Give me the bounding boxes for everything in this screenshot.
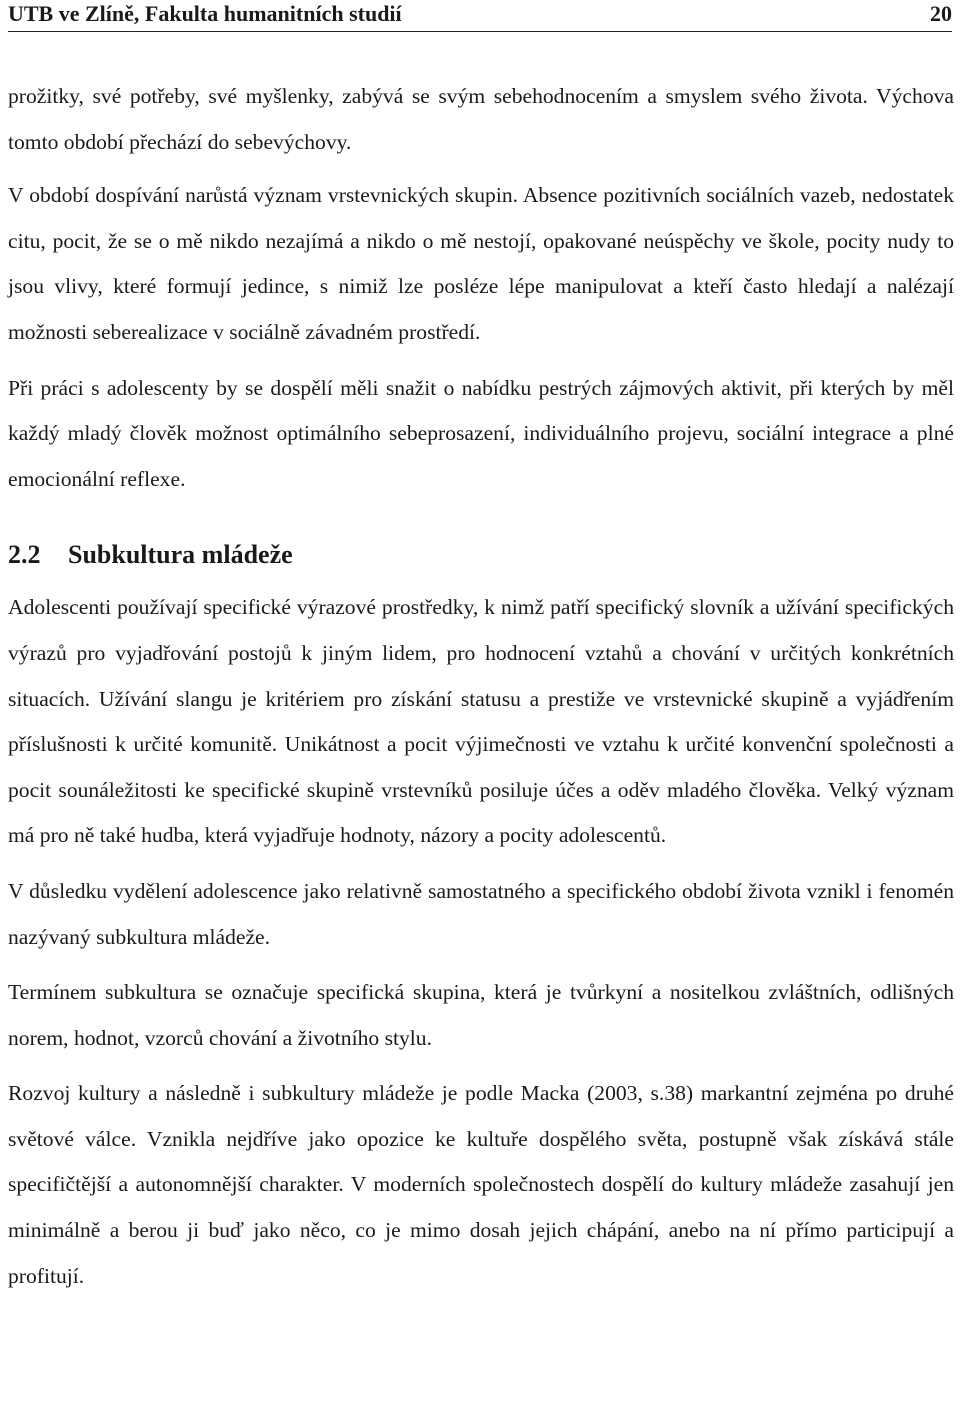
paragraph: V důsledku vydělení adolescence jako relativně samostatného a specifického období života vznikl i fenomén nazývaný subkultura mládeže. bbox=[8, 878, 954, 949]
paragraph: Při práci s adolescenty by se dospělí měli snažit o nabídku pestrých zájmových aktivit, při kterých by měl každý mladý člověk možnost optimálního sebeprosazení, individuálního projevu, sociální integrace a plné emocionální reflexe. bbox=[8, 375, 954, 491]
paragraph: Rozvoj kultury a následně i subkultury mládeže je podle Macka (2003, s.38) markantní zejména po druhé světové válce. Vznikla nejdříve jako opozice ke kultuře dospělého světa, postupně však získává stále specifičtější a autonomnější charakter. V moderních společnostech dospělí do kultury mládeže zasahují jen minimálně a berou ji buď jako něco, co je mimo dosah jejich chápání, anebo na ní přímo participují a profitují. bbox=[8, 1081, 954, 1288]
paragraph: V období dospívání narůstá význam vrstevnických skupin. Absence pozitivních sociálních vazeb, nedostatek citu, pocit, že se o mě nikdo nezajímá a nikdo o mě nestojí, opakované neúspěchy ve škole, pocity nudy to jsou vlivy, které formují jedince, s nimiž lze posléze lépe manipulovat a kteří často hledají a nalézají možnosti seberealizace v sociálně závadném prostředí. bbox=[8, 183, 954, 344]
header-title: UTB ve Zlíně, Fakulta humanitních studií bbox=[8, 1, 402, 26]
section-title: Subkultura mládeže bbox=[68, 540, 293, 570]
page-header bbox=[8, 0, 952, 32]
section-number: 2.2 bbox=[8, 540, 41, 570]
page-number: 20 bbox=[930, 1, 952, 26]
section-heading bbox=[8, 532, 954, 578]
page-body bbox=[8, 74, 954, 1299]
paragraph: prožitky, své potřeby, své myšlenky, zabývá se svým sebehodnocením a smyslem svého života. Výchova tomto období přechází do sebevýchovy. bbox=[8, 84, 954, 154]
paragraph: Termínem subkultura se označuje specifická skupina, která je tvůrkyní a nositelkou zvláštních, odlišných norem, hodnot, vzorců chování a životního stylu. bbox=[8, 980, 954, 1050]
paragraph: Adolescenti používají specifické výrazové prostředky, k nimž patří specifický slovník a užívání specifických výrazů pro vyjadřování postojů k jiným lidem, pro hodnocení vztahů a chování v určitých konkrétních situacích. Užívání slangu je kritériem pro získání statusu a prestiže ve vrstevnické skupině a vyjádřením příslušnosti k určité komunitě. Unikátnost a pocit výjimečnosti ve vztahu k určité konvenční společnosti a pocit sounáležitosti ke specifické skupině vrstevníků posiluje účes a oděv mladého člověka. Velký význam má pro ně také hudba, která vyjadřuje hodnoty, názory a pocity adolescentů. bbox=[8, 595, 954, 848]
